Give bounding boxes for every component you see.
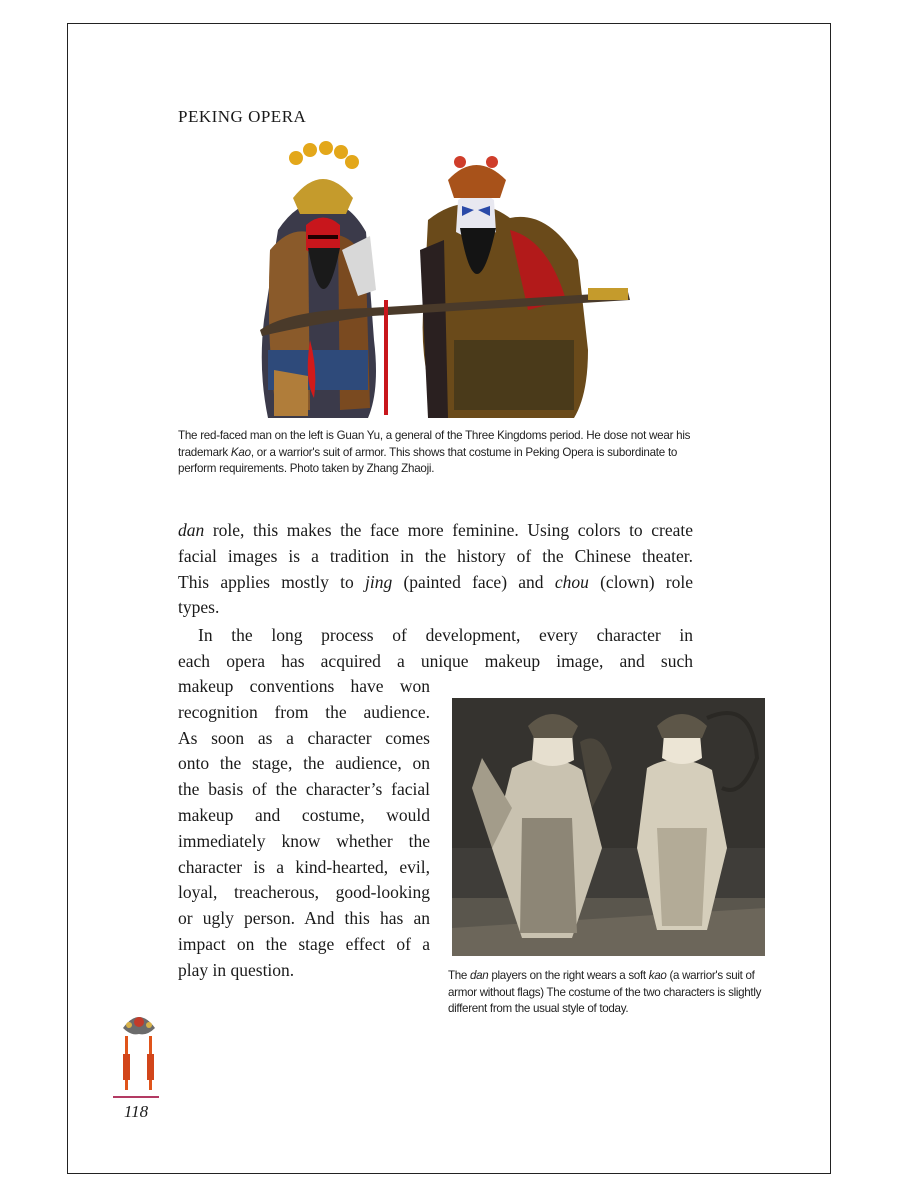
- photo-guan-yu-two-warriors: [248, 140, 636, 420]
- running-head: PEKING OPERA: [178, 107, 307, 126]
- text-line: impact on the stage effect of a: [178, 933, 430, 954]
- text-line: In the long process of development, every character in: [198, 625, 693, 645]
- caption-right-photo: The dan players on the right wears a soft kao (a warrior's suit of armor without flags) The costume of the two characters is slightly different from the usual style of today.: [448, 969, 762, 1015]
- paragraph-2-full-width: [178, 623, 693, 675]
- text-line: makeup and costume, would: [178, 804, 430, 825]
- text-line: types.: [178, 597, 220, 618]
- text-line: or ugly person. And this has an: [178, 908, 430, 929]
- text-line: facial images is a tradition in the history of the Chinese theater.: [178, 545, 693, 566]
- text-line: makeup conventions have won: [178, 676, 430, 696]
- text-line: dan role, this makes the face more feminine. Using colors to create: [178, 520, 693, 540]
- photo-two-dan-players: [452, 698, 765, 956]
- text-line: This applies mostly to jing (painted face) and chou (clown) role: [178, 571, 693, 592]
- text-line: recognition from the audience.: [178, 701, 430, 722]
- paragraph-1: [178, 518, 693, 621]
- text-line: immediately know whether the: [178, 830, 430, 851]
- text-line: each opera has acquired a unique makeup image, and such: [178, 650, 693, 671]
- page-number: 118: [123, 1102, 149, 1121]
- text-line: character is a kind-hearted, evil,: [178, 856, 430, 877]
- paragraph-2-wrapped: [178, 674, 430, 984]
- caption-top-photo: The red-faced man on the left is Guan Yu, a general of the Three Kingdoms period. He dose not wear his trademark Kao, or a warrior's suit of armor. This shows that costume in Peking Opera is subordinate to perform requirements. Photo taken by Zhang Zhaoji.: [178, 429, 691, 475]
- text-line: onto the stage, the audience, on: [178, 753, 430, 774]
- ornament-icon: [117, 1008, 161, 1094]
- text-line: loyal, treacherous, good-looking: [178, 882, 430, 903]
- text-line: the basis of the character’s facial: [178, 779, 430, 800]
- text-line: As soon as a character comes: [178, 727, 430, 748]
- folio-rule: [113, 1096, 159, 1098]
- text-line: play in question.: [178, 959, 295, 980]
- right-performer-figure: [420, 156, 588, 418]
